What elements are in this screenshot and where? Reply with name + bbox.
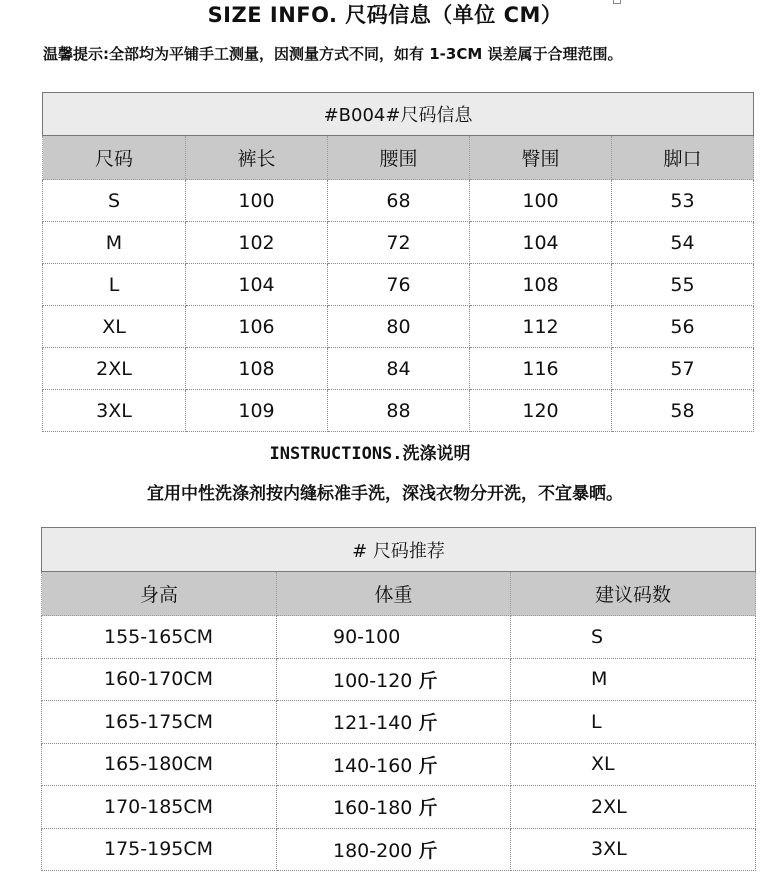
instructions-heading: INSTRUCTIONS.洗涤说明	[269, 444, 471, 464]
table-cell: 57	[612, 348, 754, 390]
table-cell: 100	[186, 180, 328, 222]
weight-value: 121-140	[333, 712, 413, 735]
header-length: 裤长	[186, 136, 328, 180]
wash-instructions: 宜用中性洗涤剂按内缝标准手洗，深浅衣物分开洗，不宜暴晒。	[147, 484, 623, 504]
table-row	[42, 616, 756, 659]
table-cell: 120	[470, 390, 612, 432]
table-cell: 88	[328, 390, 470, 432]
table-row	[43, 390, 754, 432]
table-cell: 170-185CM	[42, 786, 277, 829]
table-cell: 55	[612, 264, 754, 306]
table-cell: 116	[470, 348, 612, 390]
table-cell: S	[511, 616, 756, 659]
table-cell: 56	[612, 306, 754, 348]
recommend-table-header	[42, 572, 756, 616]
page-title: SIZE INFO. 尺码信息（单位 CM）	[207, 3, 563, 27]
table-row	[42, 786, 756, 829]
table-row	[43, 348, 754, 390]
header-weight: 体重	[277, 572, 511, 616]
table-cell: 175-195CM	[42, 828, 277, 871]
table-cell: M	[511, 658, 756, 701]
corner-mark	[613, 0, 621, 4]
table-cell	[277, 701, 511, 744]
table-cell: 155-165CM	[42, 616, 277, 659]
table-cell: L	[511, 701, 756, 744]
table-row	[42, 743, 756, 786]
table-cell	[277, 616, 511, 659]
table-cell: 165-180CM	[42, 743, 277, 786]
weight-value: 90-100	[333, 625, 401, 648]
table-row	[42, 658, 756, 701]
size-table-header	[43, 136, 754, 180]
measurement-notice: 温馨提示:全部均为平铺手工测量，因测量方式不同，如有 1-3CM 误差属于合理范围。	[43, 45, 623, 63]
weight-unit: 斤	[418, 712, 438, 735]
weight-unit: 斤	[418, 797, 438, 820]
table-cell: 54	[612, 222, 754, 264]
table-cell	[277, 786, 511, 829]
table-row	[42, 701, 756, 744]
size-recommend-table	[41, 527, 756, 871]
header-size: 尺码	[43, 136, 186, 180]
header-waist: 腰围	[328, 136, 470, 180]
weight-value: 100-120	[333, 669, 413, 692]
table-row	[43, 264, 754, 306]
table-cell: 58	[612, 390, 754, 432]
table-cell: 2XL	[511, 786, 756, 829]
table-cell: 68	[328, 180, 470, 222]
table-cell: 72	[328, 222, 470, 264]
header-height: 身高	[42, 572, 277, 616]
table-cell: 102	[186, 222, 328, 264]
table-cell: 100	[470, 180, 612, 222]
table-row	[43, 222, 754, 264]
table-cell: 2XL	[43, 348, 186, 390]
weight-value: 140-160	[333, 754, 413, 777]
table-row	[42, 828, 756, 871]
weight-unit: 斤	[418, 669, 438, 692]
table-cell: 3XL	[43, 390, 186, 432]
weight-unit: 斤	[418, 839, 438, 862]
size-table-caption: #B004#尺码信息	[43, 93, 754, 136]
table-cell: 108	[186, 348, 328, 390]
table-cell: L	[43, 264, 186, 306]
weight-value: 160-180	[333, 797, 413, 820]
table-cell: 165-175CM	[42, 701, 277, 744]
table-cell: 104	[470, 222, 612, 264]
header-suggested-size: 建议码数	[511, 572, 756, 616]
table-cell	[277, 828, 511, 871]
table-cell: 80	[328, 306, 470, 348]
table-cell: 104	[186, 264, 328, 306]
weight-value: 180-200	[333, 839, 413, 862]
header-hip: 臀围	[470, 136, 612, 180]
table-cell: 160-170CM	[42, 658, 277, 701]
recommend-table-caption: # 尺码推荐	[42, 528, 756, 572]
weight-unit: 斤	[418, 754, 438, 777]
table-cell: 109	[186, 390, 328, 432]
table-row	[43, 306, 754, 348]
table-cell	[277, 743, 511, 786]
table-cell: 84	[328, 348, 470, 390]
table-cell: M	[43, 222, 186, 264]
table-cell: 53	[612, 180, 754, 222]
table-cell: 106	[186, 306, 328, 348]
table-cell	[277, 658, 511, 701]
table-row	[43, 180, 754, 222]
table-cell: 112	[470, 306, 612, 348]
table-cell: S	[43, 180, 186, 222]
table-cell: 108	[470, 264, 612, 306]
table-cell: 3XL	[511, 828, 756, 871]
table-cell: XL	[43, 306, 186, 348]
table-cell: XL	[511, 743, 756, 786]
size-info-table	[42, 92, 754, 432]
table-cell: 76	[328, 264, 470, 306]
header-hem: 脚口	[612, 136, 754, 180]
